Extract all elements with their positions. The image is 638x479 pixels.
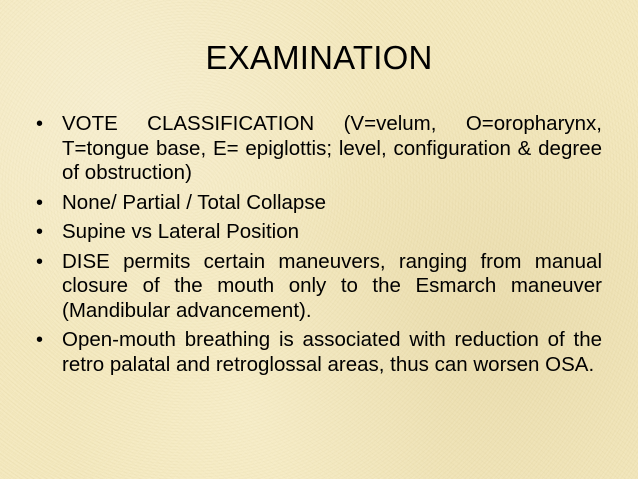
bullet-text: Supine vs Lateral Position xyxy=(62,220,300,243)
bullet-point-icon: • xyxy=(36,221,44,243)
bullet-item xyxy=(34,328,602,377)
bullet-point-icon: • xyxy=(36,329,44,351)
bullet-list xyxy=(34,112,602,382)
slide-title: EXAMINATION xyxy=(205,39,433,76)
bullet-point-icon: • xyxy=(36,113,44,135)
bullet-item xyxy=(34,250,602,324)
bullet-text: None/ Partial / Total Collapse xyxy=(62,190,326,214)
bullet-point-icon: • xyxy=(36,250,44,273)
bullet-text: VOTE CLASSIFICATION (V=velum, O=oropharynx, T=tongue base, E= epiglottis; level, configuration & degree of obstruction) xyxy=(62,112,602,184)
bullet-text: Open-mouth breathing is associated with reduction of the retro palatal and retroglossal areas, thus can worsen OSA. xyxy=(62,328,602,376)
bullet-point-icon: • xyxy=(36,191,44,214)
bullet-item xyxy=(34,112,602,186)
bullet-text: DISE permits certain maneuvers, ranging from manual closure of the mouth only to the Esmarch maneuver (Mandibular advancement). xyxy=(62,249,602,322)
bullet-item xyxy=(34,220,602,245)
bullet-item xyxy=(34,191,602,216)
